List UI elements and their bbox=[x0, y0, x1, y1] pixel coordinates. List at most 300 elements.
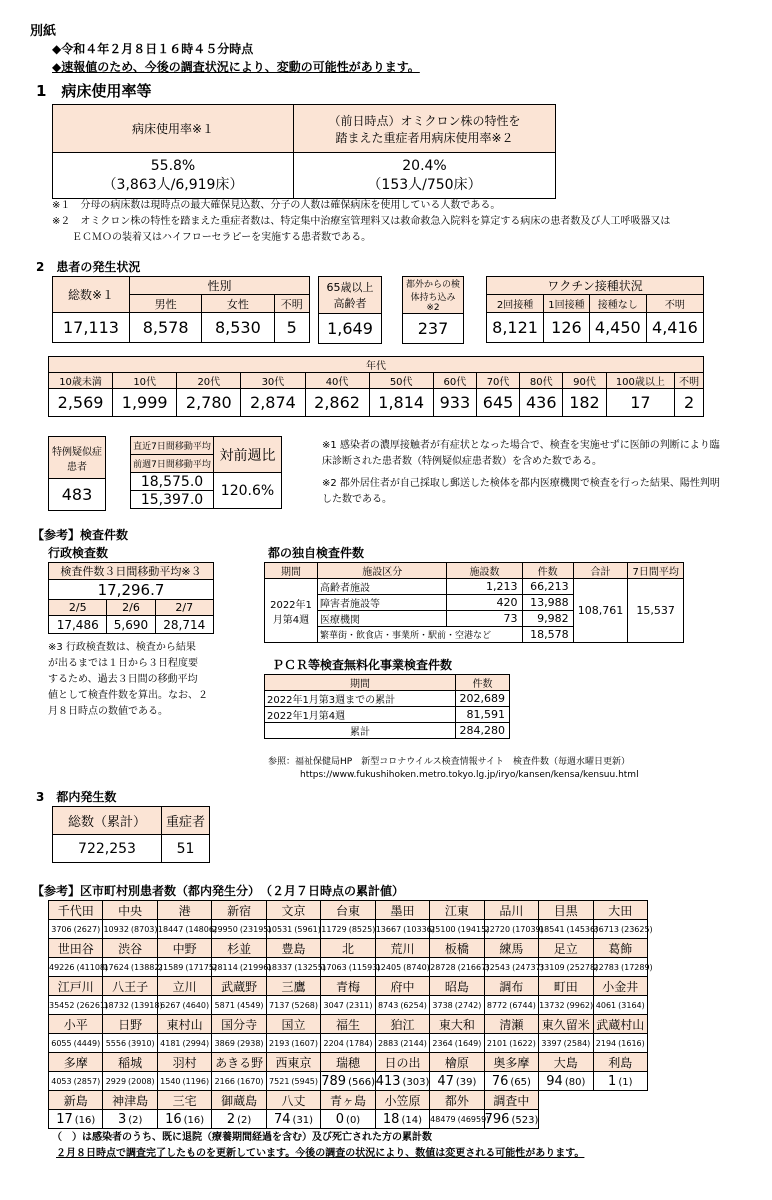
municipality-name: 墨田 bbox=[375, 901, 429, 920]
municipality-name: 福生 bbox=[321, 1015, 375, 1034]
admin-note-line: 月８日時点の数値である。 bbox=[48, 706, 168, 717]
municipality-recovered: (16) bbox=[183, 1114, 205, 1126]
municipality-value bbox=[321, 1034, 375, 1053]
municipality-recovered: (21667) bbox=[457, 962, 490, 972]
municipality-name: 東村山 bbox=[157, 1015, 211, 1034]
over65-table bbox=[318, 276, 382, 344]
municipality-count: 6055 bbox=[51, 1038, 72, 1048]
municipality-count: 74 bbox=[274, 1111, 291, 1127]
metro-c: 9,982 bbox=[522, 611, 573, 627]
municipality-value bbox=[321, 996, 375, 1015]
municipality-recovered: (8703) bbox=[130, 924, 158, 934]
municipality-recovered: (1616) bbox=[618, 1038, 645, 1048]
municipality-count: 2883 bbox=[377, 1038, 399, 1048]
municipality-count: 8772 bbox=[486, 1000, 508, 1010]
municipality-value bbox=[539, 1072, 593, 1091]
municipality-value bbox=[539, 958, 599, 977]
municipality-value bbox=[266, 1110, 320, 1129]
municipality-recovered: (19415) bbox=[457, 924, 490, 934]
moving-avg-table bbox=[130, 436, 282, 509]
municipality-value bbox=[484, 1072, 538, 1091]
municipality-recovered: (4549) bbox=[236, 1000, 264, 1010]
municipality-count: 2364 bbox=[432, 1038, 453, 1048]
female-label: 女性 bbox=[202, 295, 274, 313]
timestamp: ◆令和４年２月８日１６時４５分時点 bbox=[52, 42, 254, 56]
severe-value: 51 bbox=[162, 835, 210, 863]
section1-note1: ※１ 分母の病床数は現時点の最大確保見込数、分子の人数は確保病床を使用している人数である。 bbox=[52, 200, 501, 211]
municipality-name: 清瀬 bbox=[484, 1015, 538, 1034]
metro-total: 108,761 bbox=[573, 579, 628, 643]
vaccine-value: 4,416 bbox=[646, 313, 703, 343]
municipality-value bbox=[321, 958, 381, 977]
municipality-name: 八王子 bbox=[103, 977, 157, 996]
reference-url[interactable]: https://www.fukushihoken.metro.tokyo.lg.jp/iryo/kansen/kensa/kensuu.html bbox=[300, 770, 639, 780]
vaccine-header: 1回接種 bbox=[544, 295, 590, 313]
municipality-recovered: (10336) bbox=[403, 924, 435, 934]
municipality-count: 48479 bbox=[430, 1114, 456, 1124]
pcr-table bbox=[264, 674, 510, 739]
age-value: 2,862 bbox=[305, 389, 369, 417]
municipality-recovered: (1649) bbox=[454, 1038, 482, 1048]
municipality-name: 奥多摩 bbox=[484, 1053, 538, 1072]
age-label: 年代 bbox=[49, 357, 704, 373]
municipality-value bbox=[157, 996, 211, 1015]
admin-avg-value: 17,296.7 bbox=[49, 580, 214, 600]
vaccine-header: 接種なし bbox=[589, 295, 646, 313]
muni-note2: ２月８日時点で調査完了したものを更新しています。今後の調査の状況により、数値は変更される可能性があります。 bbox=[56, 1148, 585, 1159]
municipality-count: 789 bbox=[321, 1073, 347, 1089]
municipality-value bbox=[49, 1110, 103, 1129]
age-value: 2,780 bbox=[177, 389, 241, 417]
age-header: 90代 bbox=[563, 373, 606, 389]
municipality-name: 江戸川 bbox=[49, 977, 103, 996]
municipality-value bbox=[157, 920, 218, 939]
pcr-count: 81,591 bbox=[456, 707, 510, 723]
municipality-count: 796 bbox=[484, 1111, 510, 1127]
municipality-value bbox=[375, 1072, 429, 1091]
age-header: 40代 bbox=[305, 373, 369, 389]
municipality-value bbox=[212, 1072, 266, 1091]
metro-c: 13,988 bbox=[522, 595, 573, 611]
municipality-recovered: (2) bbox=[128, 1114, 143, 1126]
municipality-value bbox=[103, 1072, 157, 1091]
municipality-recovered: (0) bbox=[346, 1114, 361, 1126]
cumulative-label: 総数（累計） bbox=[53, 807, 162, 835]
female-value: 8,530 bbox=[202, 313, 274, 343]
municipality-value bbox=[484, 1110, 538, 1129]
municipality-name: 大田 bbox=[593, 901, 647, 920]
municipality-name: 武蔵村山 bbox=[593, 1015, 647, 1034]
outside-table bbox=[402, 276, 464, 344]
admin-date: 2/5 bbox=[49, 600, 107, 616]
municipality-value bbox=[212, 1034, 266, 1053]
municipality-value bbox=[157, 958, 218, 977]
municipality-value bbox=[49, 920, 103, 939]
municipality-value bbox=[157, 1034, 211, 1053]
age-value: 933 bbox=[433, 389, 476, 417]
municipality-name: 新島 bbox=[49, 1091, 103, 1110]
age-header: 50代 bbox=[369, 373, 433, 389]
municipality-count: 94 bbox=[546, 1073, 563, 1089]
municipality-recovered: (1670) bbox=[236, 1076, 264, 1086]
municipality-recovered: (65) bbox=[510, 1076, 531, 1088]
municipality-name: 中野 bbox=[157, 939, 211, 958]
municipality-name: 東久留米 bbox=[539, 1015, 593, 1034]
admin-avg-label: 検査件数３日間移動平均※３ bbox=[49, 563, 214, 580]
pcr-period: 累計 bbox=[265, 723, 456, 739]
sex-unknown-label: 不明 bbox=[274, 295, 310, 313]
admin-date: 2/7 bbox=[155, 600, 214, 616]
municipality-value bbox=[375, 996, 429, 1015]
municipality-table bbox=[48, 900, 653, 1129]
municipality-name: 府中 bbox=[375, 977, 429, 996]
municipality-recovered: (5268) bbox=[291, 1000, 319, 1010]
municipality-recovered: (2994) bbox=[182, 1038, 210, 1048]
bed-usage-header: 病床使用率※１ bbox=[53, 105, 294, 153]
municipality-value bbox=[212, 920, 272, 939]
municipality-name: 日の出 bbox=[375, 1053, 429, 1072]
municipality-name: 練馬 bbox=[484, 939, 538, 958]
municipality-count: 1540 bbox=[160, 1076, 181, 1086]
male-label: 男性 bbox=[130, 295, 202, 313]
municipality-count: 2 bbox=[226, 1111, 236, 1127]
municipality-recovered: (1) bbox=[618, 1076, 633, 1088]
cumulative-value: 722,253 bbox=[53, 835, 162, 863]
cumulative-table bbox=[52, 806, 210, 863]
municipality-value bbox=[593, 1034, 647, 1053]
municipality-count: 2166 bbox=[214, 1076, 235, 1086]
municipality-value bbox=[484, 996, 538, 1015]
municipality-name: 瑞穂 bbox=[321, 1053, 375, 1072]
municipality-count: 22783 bbox=[593, 962, 619, 972]
age-header: 80代 bbox=[520, 373, 563, 389]
municipality-count: 35452 bbox=[49, 1000, 75, 1010]
municipality-name: 狛江 bbox=[375, 1015, 429, 1034]
municipality-name: 八丈 bbox=[266, 1091, 320, 1110]
municipality-value bbox=[593, 1072, 647, 1091]
municipality-value bbox=[539, 920, 599, 939]
section1-title: 1 病床使用率等 bbox=[36, 82, 152, 100]
age-value: 1,999 bbox=[113, 389, 177, 417]
municipality-value bbox=[593, 958, 653, 977]
age-header: 20代 bbox=[177, 373, 241, 389]
municipality-recovered: (46959) bbox=[457, 1114, 490, 1124]
pcr-count-header: 件数 bbox=[456, 675, 510, 691]
vaccine-value: 4,450 bbox=[589, 313, 646, 343]
municipality-name: 北 bbox=[321, 939, 375, 958]
municipality-value bbox=[321, 1072, 375, 1091]
special-value: 483 bbox=[49, 479, 106, 511]
metro-cat: 医療機関 bbox=[318, 611, 447, 627]
municipality-count: 2193 bbox=[269, 1038, 290, 1048]
section3-title: 3 都内発生数 bbox=[36, 790, 117, 804]
age-value: 2,874 bbox=[241, 389, 305, 417]
municipality-count: 18732 bbox=[103, 1000, 129, 1010]
municipality-name: 台東 bbox=[321, 901, 375, 920]
municipality-count: 17624 bbox=[103, 962, 129, 972]
municipality-name: 青梅 bbox=[321, 977, 375, 996]
sex-unknown-value: 5 bbox=[274, 313, 310, 343]
admin-note bbox=[48, 640, 218, 720]
municipality-recovered: (1196) bbox=[182, 1076, 210, 1086]
tests-title: 【参考】検査件数 bbox=[32, 528, 129, 542]
municipality-count: 22720 bbox=[484, 924, 511, 934]
section2-title: 2 患者の発生状況 bbox=[36, 260, 141, 274]
municipality-count: 2101 bbox=[486, 1038, 508, 1048]
municipality-name: 品川 bbox=[484, 901, 538, 920]
age-table bbox=[48, 356, 704, 417]
municipality-name: 渋谷 bbox=[103, 939, 157, 958]
municipality-count: 32543 bbox=[484, 962, 511, 972]
sex-table bbox=[52, 276, 310, 343]
municipality-name: 港 bbox=[157, 901, 211, 920]
municipality-count: 33109 bbox=[539, 962, 565, 972]
municipality-count: 47 bbox=[437, 1073, 454, 1089]
municipality-recovered: (17039) bbox=[512, 924, 544, 934]
municipality-value bbox=[266, 958, 326, 977]
municipality-count: 3047 bbox=[323, 1000, 344, 1010]
municipality-recovered: (2742) bbox=[454, 1000, 482, 1010]
municipality-value bbox=[103, 958, 163, 977]
age-value: 2 bbox=[675, 389, 704, 417]
metro-n: 73 bbox=[447, 611, 522, 627]
admin-value: 17,486 bbox=[49, 616, 107, 634]
municipality-name: 昭島 bbox=[430, 977, 484, 996]
municipality-name: 杉並 bbox=[212, 939, 266, 958]
municipality-name: 西東京 bbox=[266, 1053, 320, 1072]
municipality-name: あきる野 bbox=[212, 1053, 266, 1072]
municipality-count: 28114 bbox=[212, 962, 238, 972]
municipality-recovered: (2) bbox=[237, 1114, 252, 1126]
admin-value: 5,690 bbox=[107, 616, 155, 634]
municipality-value bbox=[430, 958, 490, 977]
metro-n: 420 bbox=[447, 595, 522, 611]
municipality-recovered: (523) bbox=[511, 1114, 539, 1126]
admin-note-line: するため、過去３日間の移動平均 bbox=[48, 674, 198, 685]
total-value: 17,113 bbox=[53, 313, 130, 343]
municipality-recovered: (16) bbox=[74, 1114, 96, 1126]
vaccine-header: 2回接種 bbox=[487, 295, 544, 313]
municipality-name: 町田 bbox=[539, 977, 593, 996]
municipality-count: 2929 bbox=[105, 1076, 127, 1086]
metro-c: 66,213 bbox=[522, 579, 573, 595]
vaccine-value: 8,121 bbox=[487, 313, 544, 343]
municipality-value bbox=[212, 996, 266, 1015]
municipality-value bbox=[103, 996, 163, 1015]
municipality-count: 413 bbox=[375, 1073, 401, 1089]
outside-label: 都外からの検 体持ち込み ※2 bbox=[403, 277, 464, 314]
municipality-count: 17063 bbox=[321, 962, 347, 972]
municipality-value bbox=[49, 958, 109, 977]
municipality-name: 多摩 bbox=[49, 1053, 103, 1072]
municipality-count: 29950 bbox=[212, 924, 238, 934]
municipality-recovered: (13882) bbox=[130, 962, 163, 972]
municipality-recovered: (8525) bbox=[348, 924, 376, 934]
municipality-name: 小平 bbox=[49, 1015, 103, 1034]
municipality-count: 3 bbox=[117, 1111, 127, 1127]
municipality-name: 中央 bbox=[103, 901, 157, 920]
municipality-count: 18541 bbox=[539, 924, 565, 934]
muni-title: 【参考】区市町村別患者数（都内発生分） （２月７日時点の累計値） bbox=[32, 884, 405, 898]
special-label: 特例疑似症 患者 bbox=[49, 437, 106, 479]
age-value: 182 bbox=[563, 389, 606, 417]
metro-cat: 高齢者施設 bbox=[318, 579, 447, 595]
admin-note-line: が出るまでは１日から３日程度要 bbox=[48, 658, 198, 669]
municipality-recovered: (41108) bbox=[76, 962, 109, 972]
municipality-value bbox=[157, 1072, 211, 1091]
municipality-recovered: (1784) bbox=[345, 1038, 373, 1048]
municipality-value bbox=[593, 996, 647, 1015]
municipality-name: 羽村 bbox=[157, 1053, 211, 1072]
metro-header: 施設区分 bbox=[318, 563, 447, 579]
municipality-recovered: (14536) bbox=[566, 924, 599, 934]
severe-bed-header: （前日時点）オミクロン株の特性を 踏まえた重症者用病床使用率※２ bbox=[294, 105, 556, 153]
municipality-name: 武蔵野 bbox=[212, 977, 266, 996]
municipality-count: 4061 bbox=[595, 1000, 617, 1010]
municipality-count: 17 bbox=[56, 1111, 73, 1127]
municipality-value bbox=[484, 920, 544, 939]
municipality-recovered: (5945) bbox=[291, 1076, 319, 1086]
pcr-title: ＰＣＲ等検査無料化事業検査件数 bbox=[272, 658, 453, 672]
municipality-value bbox=[212, 958, 272, 977]
municipality-recovered: (23195) bbox=[239, 924, 272, 934]
municipality-recovered: (17289) bbox=[620, 962, 653, 972]
municipality-name: 国立 bbox=[266, 1015, 320, 1034]
municipality-recovered: (14806) bbox=[185, 924, 218, 934]
municipality-recovered: (4640) bbox=[182, 1000, 210, 1010]
municipality-value bbox=[430, 1072, 484, 1091]
section1-note2a: ※２ オミクロン株の特性を踏まえた重症者数は、特定集中治療室管理料又は救命救急入院料を算定する病床の患者数及び人工呼吸器又は bbox=[52, 216, 671, 227]
municipality-value bbox=[266, 996, 320, 1015]
municipality-value bbox=[212, 1110, 266, 1129]
metro-header: 7日間平均 bbox=[628, 563, 684, 579]
municipality-value bbox=[103, 920, 157, 939]
municipality-name: 板橋 bbox=[430, 939, 484, 958]
municipality-recovered: (2627) bbox=[73, 924, 101, 934]
municipality-name: 利島 bbox=[593, 1053, 647, 1072]
municipality-name: 小金井 bbox=[593, 977, 647, 996]
municipality-name: 日野 bbox=[103, 1015, 157, 1034]
municipality-count: 18447 bbox=[157, 924, 184, 934]
municipality-count: 49226 bbox=[49, 962, 75, 972]
municipality-name: 大島 bbox=[539, 1053, 593, 1072]
municipality-count: 6267 bbox=[160, 1000, 181, 1010]
metro-cat: 繁華街・飲食店・事業所・駅前・空港など bbox=[318, 627, 523, 643]
municipality-recovered: (2311) bbox=[345, 1000, 373, 1010]
metro-header: 施設数 bbox=[447, 563, 522, 579]
municipality-recovered: (8740) bbox=[403, 962, 430, 972]
avg-prev-label: 前週7日間移動平均 bbox=[131, 455, 214, 473]
municipality-value bbox=[484, 958, 544, 977]
municipality-name: 豊島 bbox=[266, 939, 320, 958]
municipality-count: 7521 bbox=[269, 1076, 290, 1086]
municipality-count: 18 bbox=[382, 1111, 400, 1127]
municipality-count: 4181 bbox=[160, 1038, 181, 1048]
sex-label: 性別 bbox=[130, 277, 310, 295]
admin-title: 行政検査数 bbox=[48, 546, 109, 560]
municipality-name: 小笠原 bbox=[375, 1091, 429, 1110]
municipality-value bbox=[375, 1034, 429, 1053]
municipality-count: 10531 bbox=[266, 924, 293, 934]
admin-value: 28,714 bbox=[155, 616, 214, 634]
municipality-name: 三鷹 bbox=[266, 977, 320, 996]
severe-bed-value: 20.4% （153人/750床） bbox=[294, 153, 556, 199]
municipality-value bbox=[103, 1034, 157, 1053]
municipality-name: 都外 bbox=[430, 1091, 484, 1110]
municipality-count: 3706 bbox=[51, 924, 72, 934]
total-label: 総数※１ bbox=[53, 277, 130, 313]
municipality-value bbox=[266, 920, 320, 939]
age-value: 436 bbox=[520, 389, 563, 417]
ratio-value: 120.6% bbox=[214, 473, 282, 509]
municipality-count: 1 bbox=[608, 1073, 617, 1089]
muni-note1: （ ）は感染者のうち、既に退院（療養期間経過を含む）及び死亡された方の累計数 bbox=[52, 1132, 432, 1143]
municipality-count: 36713 bbox=[593, 924, 619, 934]
municipality-name: 世田谷 bbox=[49, 939, 103, 958]
avg-recent-value: 18,575.0 bbox=[131, 473, 214, 491]
over65-label: 65歳以上 高齢者 bbox=[319, 277, 382, 314]
pcr-count: 202,689 bbox=[456, 691, 510, 707]
municipality-count: 3397 bbox=[541, 1038, 562, 1048]
municipality-recovered: (1622) bbox=[509, 1038, 536, 1048]
municipality-name: 目黒 bbox=[539, 901, 593, 920]
age-header: 10代 bbox=[113, 373, 177, 389]
section1-note2b: ＥＣＭＯの装着又はハイフローセラピーを実施する患者数である。 bbox=[72, 232, 372, 243]
section2-notes: ※1 感染者の濃厚接触者が有症状となった場合で、検査を実施せずに医師の判断により臨 床診断された患者数（特例疑似症患者数）を含めた数である。 ※2 都外居住者が自己採取し郵送した検体を都内医療機関で検査を行った結果、陽性判明 した数である。 bbox=[322, 440, 720, 505]
admin-note-line: 値として検査件数を算出。なお、２ bbox=[48, 690, 208, 701]
bed-usage-table bbox=[52, 104, 556, 199]
municipality-count: 10932 bbox=[103, 924, 129, 934]
municipality-value bbox=[539, 1034, 593, 1053]
vaccine-value: 126 bbox=[544, 313, 590, 343]
special-table bbox=[48, 436, 106, 511]
municipality-count: 13667 bbox=[375, 924, 402, 934]
municipality-count: 12405 bbox=[375, 962, 402, 972]
age-header: 不明 bbox=[675, 373, 704, 389]
municipality-count: 76 bbox=[491, 1073, 509, 1089]
municipality-name: 足立 bbox=[539, 939, 593, 958]
municipality-name: 荒川 bbox=[375, 939, 429, 958]
municipality-value bbox=[484, 1034, 538, 1053]
municipality-recovered: (2144) bbox=[400, 1038, 427, 1048]
municipality-count: 3738 bbox=[432, 1000, 453, 1010]
municipality-count: 18337 bbox=[266, 962, 293, 972]
municipality-recovered: (1607) bbox=[291, 1038, 319, 1048]
municipality-recovered: (9962) bbox=[566, 1000, 594, 1010]
pcr-period: 2022年1月第4週 bbox=[265, 707, 456, 723]
municipality-value bbox=[321, 920, 375, 939]
age-value: 1,814 bbox=[369, 389, 433, 417]
municipality-name: 江東 bbox=[430, 901, 484, 920]
notice: ◆速報値のため、今後の調査状況により、変動の可能性があります。 bbox=[52, 60, 420, 74]
age-header: 70代 bbox=[476, 373, 519, 389]
outside-value: 237 bbox=[403, 314, 464, 344]
municipality-value bbox=[430, 920, 490, 939]
metro-title: 都の独自検査件数 bbox=[268, 546, 365, 560]
metro-tests-table bbox=[264, 562, 684, 643]
age-header: 60代 bbox=[433, 373, 476, 389]
age-header: 100歳以上 bbox=[606, 373, 675, 389]
municipality-name: 三宅 bbox=[157, 1091, 211, 1110]
page-label: 別紙 bbox=[30, 24, 57, 39]
municipality-count: 0 bbox=[335, 1111, 345, 1127]
municipality-recovered: (23625) bbox=[620, 924, 653, 934]
admin-note-line: ※3 行政検査数は、検査から結果 bbox=[48, 642, 196, 653]
municipality-recovered: (31) bbox=[292, 1114, 314, 1126]
municipality-count: 4053 bbox=[51, 1076, 72, 1086]
over65-value: 1,649 bbox=[319, 314, 382, 344]
age-value: 17 bbox=[606, 389, 675, 417]
